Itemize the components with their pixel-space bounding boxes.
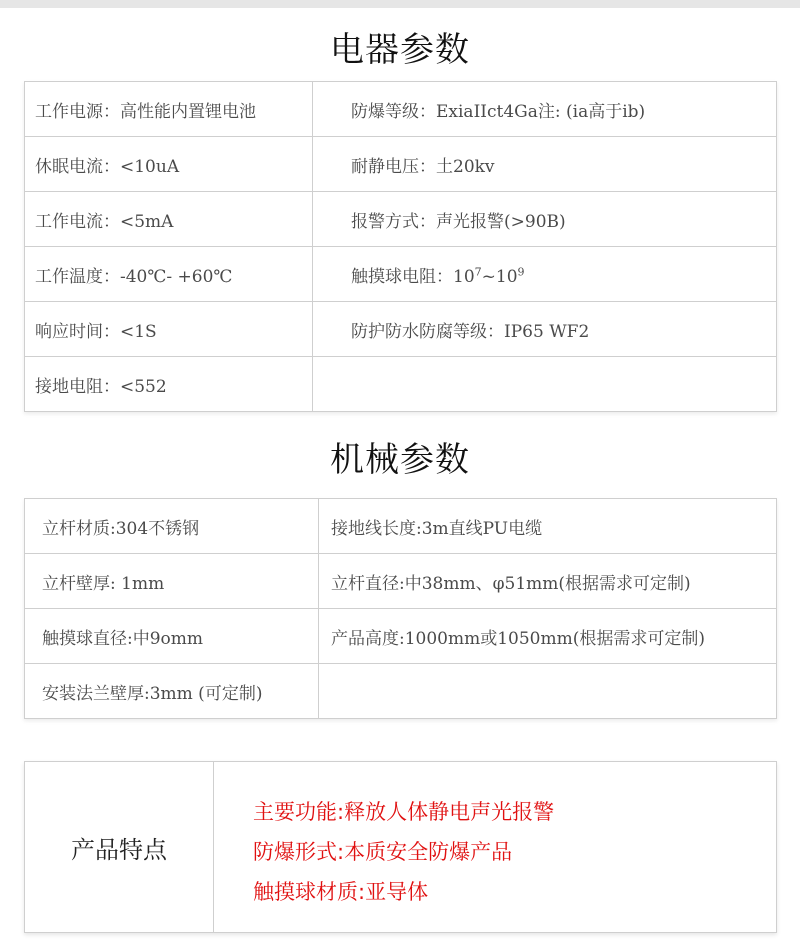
param-cell: 工作温度：-40℃- +60℃ (25, 247, 313, 302)
features-list (253, 792, 554, 912)
table-row (25, 664, 777, 719)
table-row (25, 82, 777, 137)
param-cell-resistance (313, 247, 777, 302)
param-cell: 接地电阻：<552 (25, 357, 313, 412)
table-row (25, 357, 777, 412)
param-cell: 立杆直径:中38mm、φ51mm(根据需求可定制) (319, 554, 777, 609)
table-row (25, 609, 777, 664)
param-cell: 响应时间：<1S (25, 302, 313, 357)
param-cell: 安装法兰壁厚:3mm (可定制) (25, 664, 319, 719)
mechanical-section-title: 机械参数 (330, 440, 470, 480)
param-cell: 工作电源：高性能内置锂电池 (25, 82, 313, 137)
feature-item: 主要功能:释放人体静电声光报警 (253, 800, 555, 824)
param-cell: 产品高度:1000mm或1050mm(根据需求可定制) (319, 609, 777, 664)
param-cell: 触摸球直径:中9omm (25, 609, 319, 664)
table-row (25, 554, 777, 609)
resistance-value: $10^7\sim 10^9$ (453, 264, 525, 287)
param-cell: 立杆材质:304不锈钢 (25, 499, 319, 554)
param-cell: 立杆壁厚: 1mm (25, 554, 319, 609)
param-cell: 防护防水防腐等级：IP65 WF2 (313, 302, 777, 357)
table-row (25, 302, 777, 357)
param-cell: 报警方式：声光报警(>90B) (313, 192, 777, 247)
electrical-params-table (24, 81, 777, 412)
mechanical-params-table (24, 498, 777, 719)
table-row (25, 499, 777, 554)
param-cell (313, 357, 777, 412)
feature-item: 防爆形式:本质安全防爆产品 (253, 840, 513, 864)
table-row (25, 192, 777, 247)
param-cell (319, 664, 777, 719)
feature-item: 触摸球材质:亚导体 (253, 880, 429, 904)
param-cell: 防爆等级：ExiaIIct4Ga注: (ia高于ib) (313, 82, 777, 137)
top-bar (0, 0, 800, 8)
resistance-label: 触摸球电阻： (351, 266, 453, 287)
param-cell: 耐静电压：土20kv (313, 137, 777, 192)
electrical-section-title: 电器参数 (330, 30, 470, 70)
product-features-box (24, 761, 777, 933)
table-row (25, 247, 777, 302)
features-divider (213, 762, 214, 932)
param-cell: 工作电流：<5mA (25, 192, 313, 247)
table-row (25, 137, 777, 192)
param-cell: 休眠电流：<10uA (25, 137, 313, 192)
features-label: 产品特点 (71, 835, 167, 864)
param-cell: 接地线长度:3m直线PU电缆 (319, 499, 777, 554)
